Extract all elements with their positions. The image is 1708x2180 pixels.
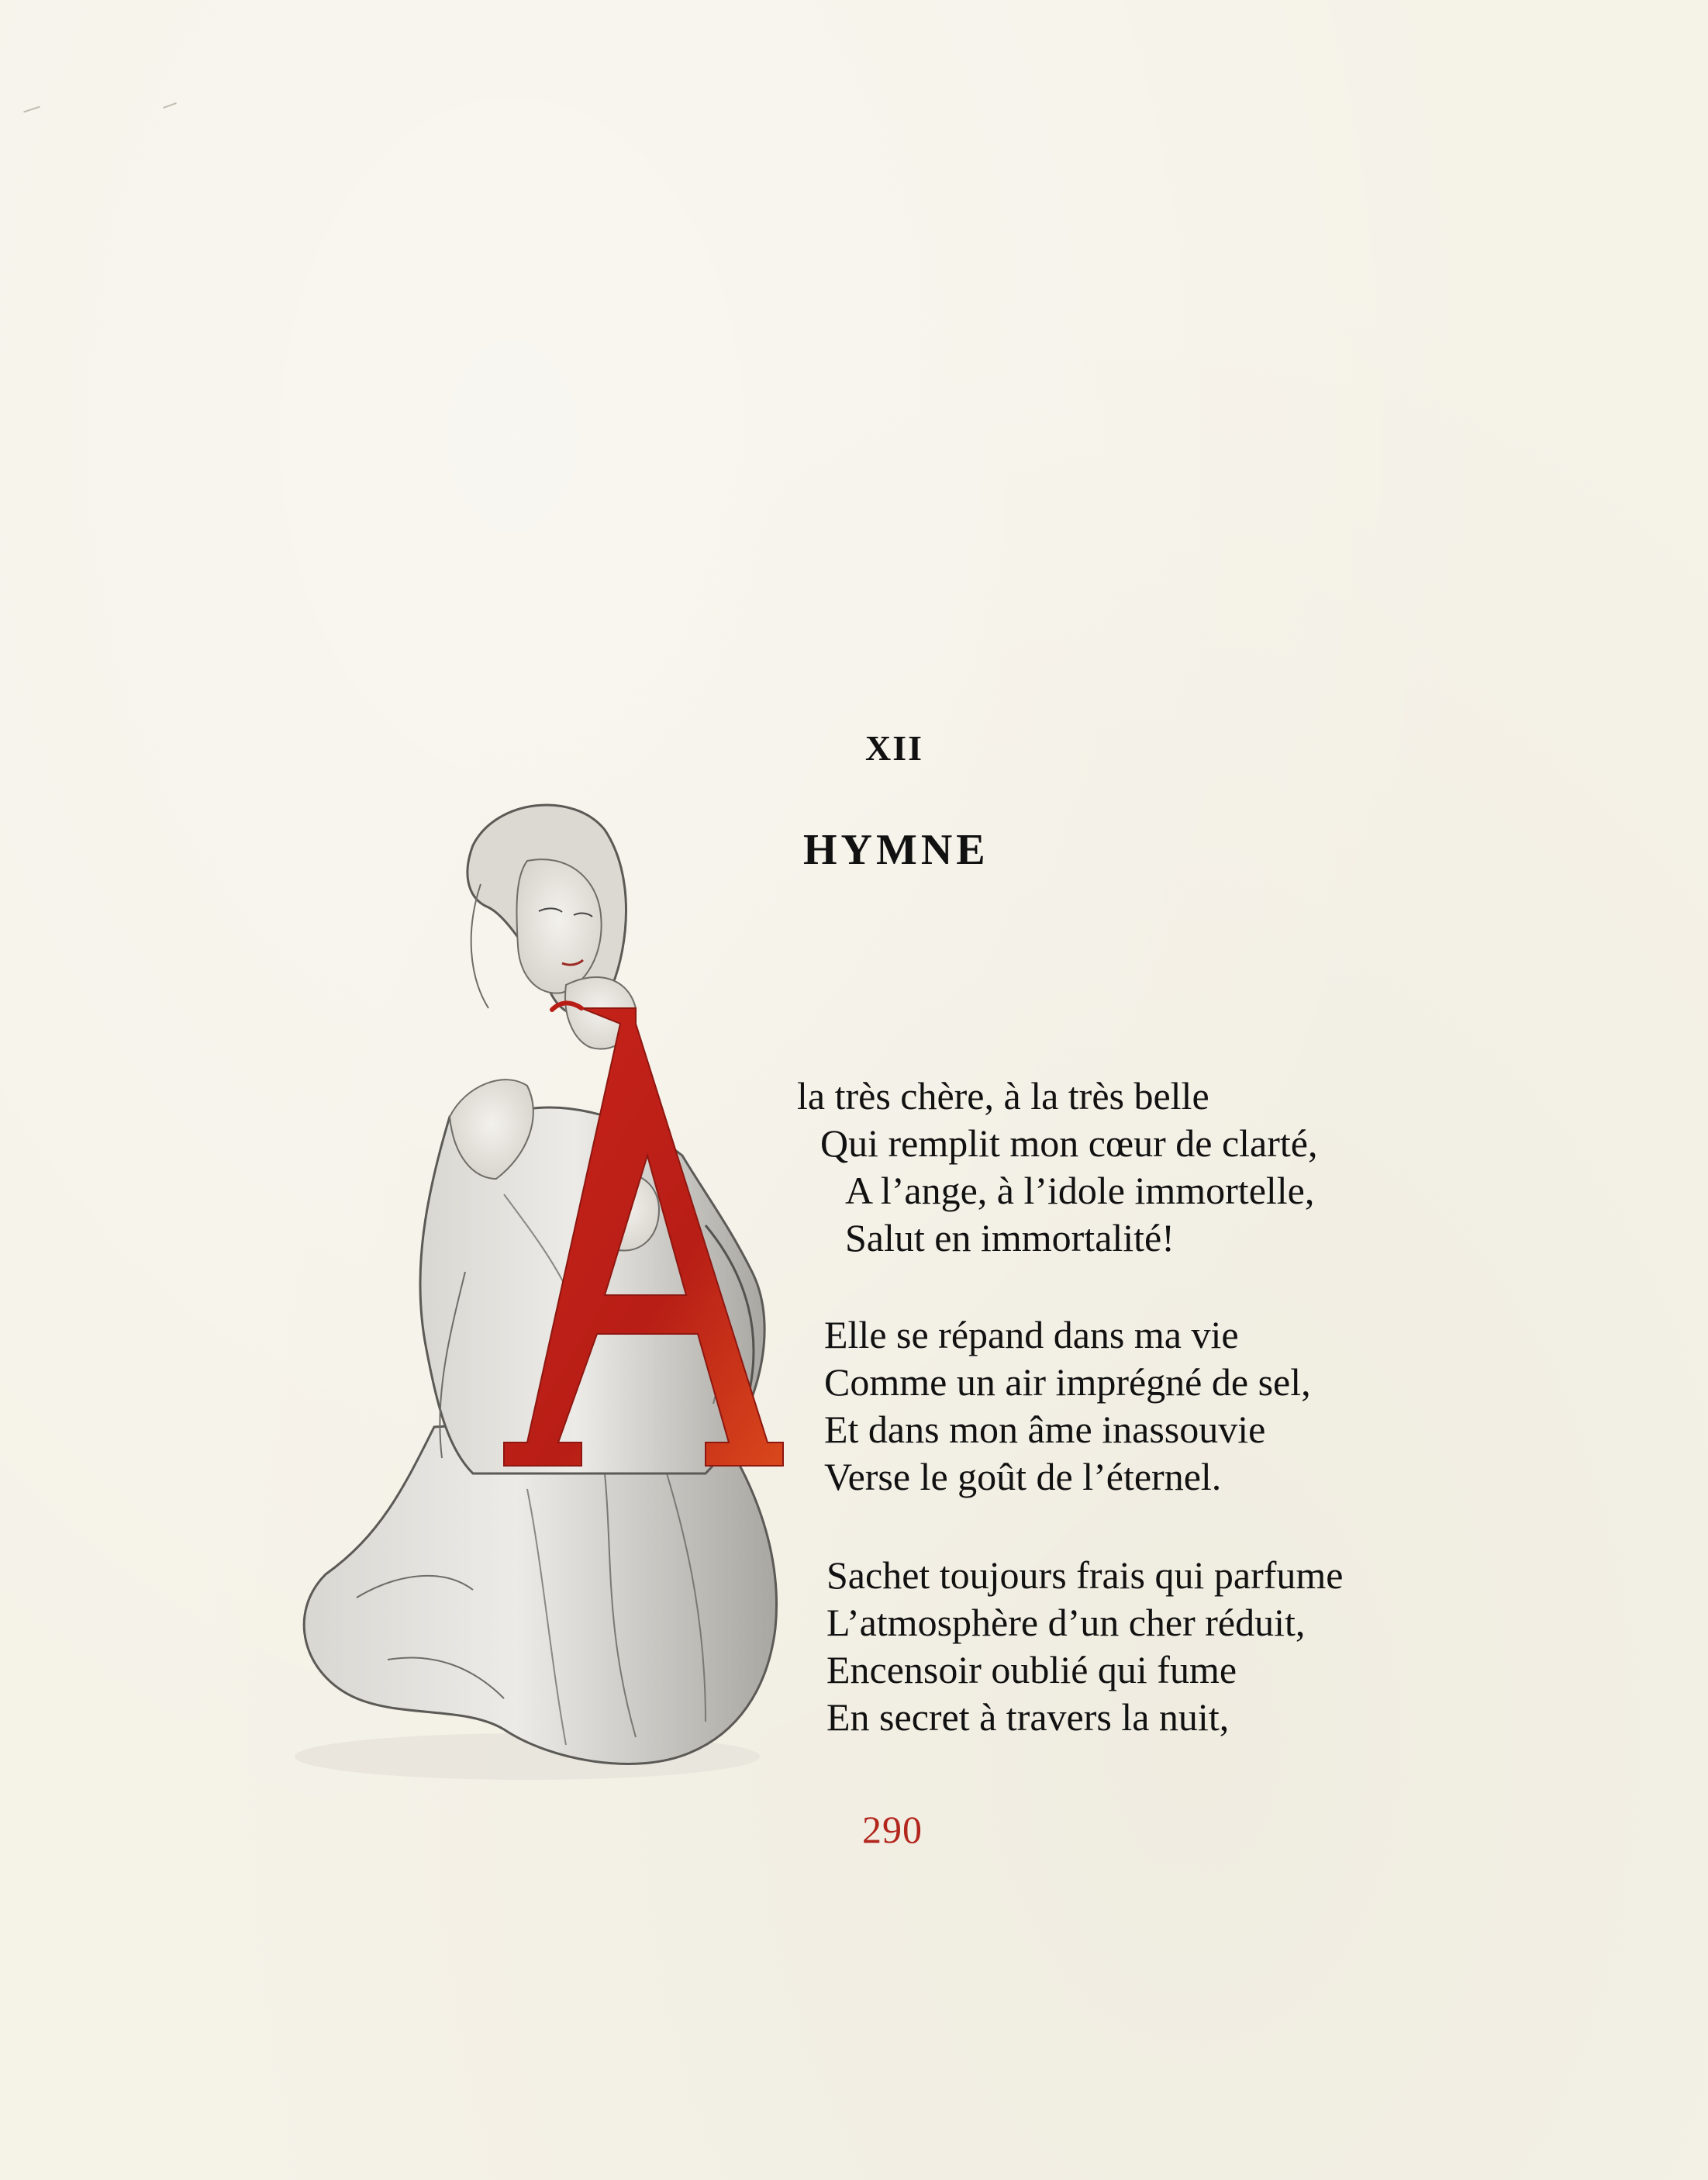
verse-line: Salut en immortalité!: [845, 1216, 1175, 1259]
verse-line: Encensoir oublié qui fume: [826, 1648, 1237, 1691]
kneeling-woman-illustration: [271, 791, 830, 1799]
poem-title: HYMNE: [803, 826, 989, 874]
page-number: 290: [862, 1808, 923, 1851]
verse-line: la très chère, à la très belle: [797, 1074, 1209, 1118]
paper-speck: [23, 106, 40, 113]
paper-speck: [163, 102, 177, 109]
verse-line: Qui remplit mon cœur de clarté,: [820, 1121, 1318, 1165]
verse-line: En secret à travers la nuit,: [826, 1695, 1230, 1739]
verse-line: Verse le goût de l’éternel.: [824, 1455, 1222, 1498]
verse-line: L’atmosphère d’un cher réduit,: [826, 1601, 1306, 1644]
verse-line: Comme un air imprégné de sel,: [824, 1360, 1311, 1404]
chapter-number: XII: [865, 728, 924, 768]
verse-line: Elle se répand dans ma vie: [824, 1313, 1239, 1356]
verse-line: Et dans mon âme inassouvie: [824, 1408, 1266, 1451]
verse-line: A l’ange, à l’idole immortelle,: [845, 1169, 1315, 1212]
verse-line: Sachet toujours frais qui parfume: [826, 1553, 1344, 1597]
